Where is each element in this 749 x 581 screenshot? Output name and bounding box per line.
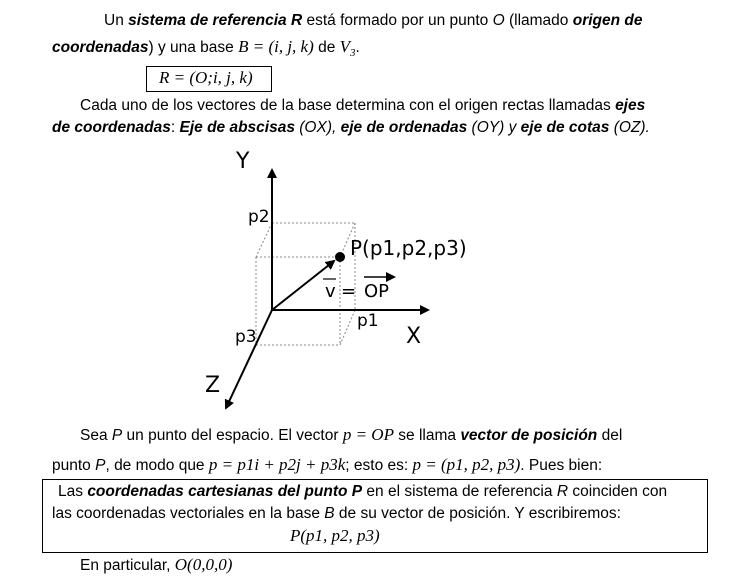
formula-p-op: p = OP xyxy=(342,425,394,444)
formula-v-sub: 3 xyxy=(350,47,356,60)
paragraph-3-line-1 xyxy=(80,425,622,446)
text: En particular, xyxy=(80,557,175,574)
text: (llamado xyxy=(504,12,573,29)
text: las coordenadas vectoriales en la base xyxy=(52,505,325,522)
text: : xyxy=(170,119,180,136)
paragraph-3-line-2 xyxy=(52,455,602,476)
formula-p-sum: p = p1i + p2j + p3k xyxy=(208,455,346,474)
text: un punto del espacio. El vector xyxy=(122,427,343,444)
text: R xyxy=(556,483,569,500)
formula-base: B = (i, j, k) xyxy=(238,37,314,56)
text: O xyxy=(492,12,505,29)
text: coinciden con xyxy=(568,483,668,500)
text: , de modo que xyxy=(105,457,209,474)
text: Cada uno de los vectores de la base determina con el origen rectas llamadas xyxy=(80,97,616,114)
text: Un xyxy=(104,12,129,29)
p3-label: p3 xyxy=(235,327,257,347)
term-vector-posicion: vector de posición xyxy=(460,427,598,444)
term-coordenadas: coordenadas xyxy=(52,39,149,56)
text: del xyxy=(597,427,623,444)
equals-sign: = xyxy=(341,281,357,302)
text: se llama xyxy=(393,427,461,444)
text: . Pues bien: xyxy=(520,457,603,474)
term-ordenadas: eje de ordenadas xyxy=(340,119,468,136)
text: ; esto es: xyxy=(345,457,413,474)
text: ) y una base xyxy=(148,39,239,56)
term-coordenadas: de coordenadas xyxy=(52,119,171,136)
term-sistema-referencia: sistema de referencia R xyxy=(128,12,303,29)
text: . xyxy=(355,39,360,56)
term-cotas: eje de cotas xyxy=(520,119,610,136)
v-label: v xyxy=(325,281,336,302)
text: (OZ). xyxy=(609,119,650,136)
point-label: P(p1,p2,p3) xyxy=(350,236,467,260)
y-label: Y xyxy=(236,149,250,174)
x-label: X xyxy=(406,324,422,349)
formula-v: V xyxy=(339,37,351,56)
box-line-1 xyxy=(58,482,667,502)
z-axis xyxy=(226,310,272,408)
term-origen: origen de xyxy=(572,12,643,29)
term-ejes: ejes xyxy=(615,97,646,114)
text: P xyxy=(111,427,123,444)
frame-formula: R = (O;i, j, k) xyxy=(159,68,253,87)
text: P xyxy=(95,457,106,474)
text: B xyxy=(324,505,335,522)
formula-origin: O(0,0,0) xyxy=(174,555,233,574)
z-label: Z xyxy=(205,373,221,398)
term-coordenadas-cartesianas: coordenadas cartesianas del punto P xyxy=(87,483,363,500)
text: está formado por un punto xyxy=(302,12,493,29)
text: Las xyxy=(58,483,88,500)
point-p xyxy=(335,252,345,262)
op-label: OP xyxy=(364,281,390,302)
text: (OY) y xyxy=(467,119,521,136)
box-formula: P(p1, p2, p3) xyxy=(290,526,380,545)
last-line xyxy=(80,555,232,576)
text: (OX), xyxy=(294,119,341,136)
text: de xyxy=(313,39,340,56)
term-abscisas: Eje de abscisas xyxy=(179,119,295,136)
p1-label: p1 xyxy=(357,311,379,331)
text: en el sistema de referencia xyxy=(362,483,557,500)
text: Sea xyxy=(80,427,112,444)
text: punto xyxy=(52,457,96,474)
text: de su vector de posición. Y escribiremos: xyxy=(334,505,621,522)
box-line-2 xyxy=(52,504,621,524)
p2-label: p2 xyxy=(248,207,270,227)
formula-p-tuple: p = (p1, p2, p3) xyxy=(412,455,521,474)
